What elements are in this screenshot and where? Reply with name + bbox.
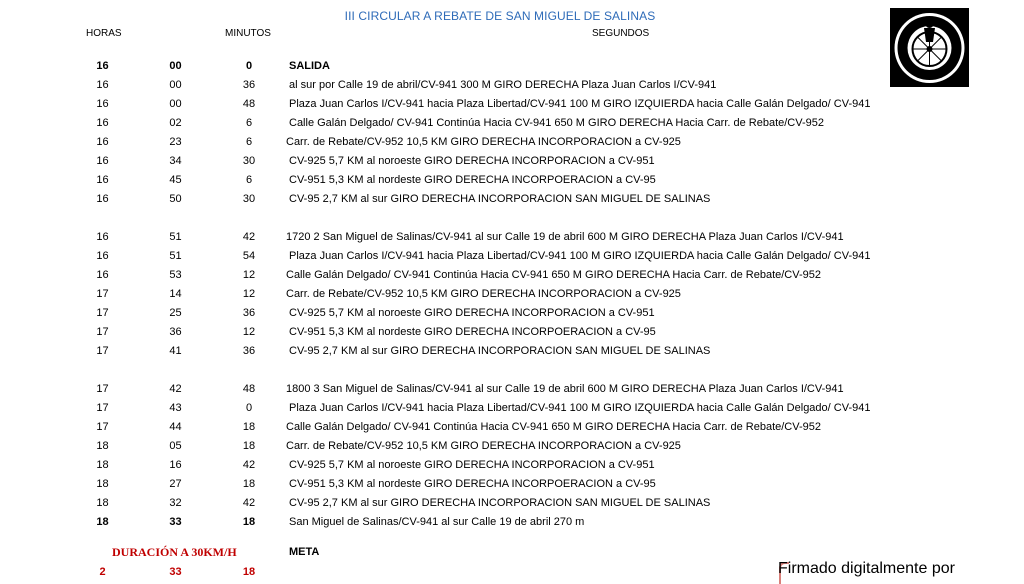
hours-cell: 16 [96, 79, 109, 91]
route-description: CV-951 5,3 KM al nordeste GIRO DERECHA INCORPOERACION a CV-95 [289, 478, 656, 490]
table-row [0, 247, 1024, 266]
hours-cell: 16 [96, 269, 109, 281]
hours-cell: 17 [96, 345, 109, 357]
route-description: CV-925 5,7 KM al noroeste GIRO DERECHA INCORPORACION a CV-951 [289, 459, 655, 471]
seconds-cell: 48 [242, 383, 256, 395]
table-row [0, 171, 1024, 190]
minutes-cell: 00 [169, 79, 182, 91]
minutes-cell: 34 [169, 155, 182, 167]
table-row [0, 95, 1024, 114]
minutes-cell: 50 [169, 193, 182, 205]
minutes-cell: 00 [169, 98, 182, 110]
table-row [0, 513, 1024, 532]
hours-cell: 16 [96, 250, 109, 262]
seconds-cell: 18 [242, 421, 256, 433]
table-row [0, 342, 1024, 361]
document-title: III CIRCULAR A REBATE DE SAN MIGUEL DE SALINAS [344, 9, 656, 23]
table-row [0, 114, 1024, 133]
hours-cell: 16 [96, 136, 109, 148]
table-row [0, 494, 1024, 513]
hours-cell: 18 [96, 516, 109, 528]
minutes-cell: 23 [169, 136, 182, 148]
seconds-cell: 30 [242, 155, 256, 167]
route-description: Plaza Juan Carlos I/CV-941 hacia Plaza Libertad/CV-941 100 M GIRO IZQUIERDA hacia Calle Galán Delgado/ CV-941 [289, 98, 871, 110]
hours-cell: 18 [96, 497, 109, 509]
minutes-cell: 51 [169, 250, 182, 262]
minutes-cell: 42 [169, 383, 182, 395]
seconds-cell: 0 [245, 60, 253, 72]
seconds-cell: 12 [242, 288, 256, 300]
table-row [0, 418, 1024, 437]
table-row [0, 437, 1024, 456]
route-description: Calle Galán Delgado/ CV-941 Continúa Hacia CV-941 650 M GIRO DERECHA Hacia Carr. de Rebate/CV-952 [289, 117, 824, 129]
route-description: CV-95 2,7 KM al sur GIRO DERECHA INCORPORACION SAN MIGUEL DE SALINAS [289, 193, 711, 205]
hours-cell: 16 [96, 231, 109, 243]
route-description: 1800 3 San Miguel de Salinas/CV-941 al sur Calle 19 de abril 600 M GIRO DERECHA Plaza Juan Carlos I/CV-941 [286, 383, 844, 395]
seconds-cell: 6 [245, 136, 253, 148]
minutes-cell: 27 [169, 478, 182, 490]
hours-cell: 16 [96, 60, 109, 72]
hours-cell: 17 [96, 288, 109, 300]
route-description: CV-925 5,7 KM al noroeste GIRO DERECHA INCORPORACION a CV-951 [289, 155, 655, 167]
hours-cell: 16 [96, 193, 109, 205]
table-row [0, 323, 1024, 342]
minutes-cell: 25 [169, 307, 182, 319]
seconds-cell: 18 [242, 516, 256, 528]
route-description: CV-951 5,3 KM al nordeste GIRO DERECHA INCORPOERACION a CV-95 [289, 326, 656, 338]
minutes-cell: 14 [169, 288, 182, 300]
route-description: CV-95 2,7 KM al sur GIRO DERECHA INCORPORACION SAN MIGUEL DE SALINAS [289, 497, 711, 509]
seconds-cell: 6 [245, 117, 253, 129]
minutes-cell: 00 [169, 60, 182, 72]
hours-cell: 16 [96, 117, 109, 129]
hours-cell: 17 [96, 402, 109, 414]
seconds-cell: 18 [242, 440, 256, 452]
minutes-cell: 02 [169, 117, 182, 129]
minutes-cell: 32 [169, 497, 182, 509]
hours-cell: 17 [96, 421, 109, 433]
seconds-cell: 30 [242, 193, 256, 205]
route-description: Calle Galán Delgado/ CV-941 Continúa Hacia CV-941 650 M GIRO DERECHA Hacia Carr. de Rebate/CV-952 [286, 269, 821, 281]
hours-cell: 17 [96, 326, 109, 338]
route-description: Carr. de Rebate/CV-952 10,5 KM GIRO DERECHA INCORPORACION a CV-925 [286, 440, 681, 452]
table-row [0, 304, 1024, 323]
minutes-cell: 45 [169, 174, 182, 186]
minutes-cell: 33 [169, 516, 182, 528]
header-minutos: MINUTOS [225, 28, 271, 39]
seconds-cell: 42 [242, 459, 256, 471]
hours-cell: 18 [96, 440, 109, 452]
minutes-cell: 41 [169, 345, 182, 357]
route-description: SALIDA [289, 60, 330, 72]
minutes-cell: 16 [169, 459, 182, 471]
seconds-cell: 42 [242, 231, 256, 243]
minutes-cell: 36 [169, 326, 182, 338]
header-horas: HORAS [86, 28, 122, 39]
table-row [0, 133, 1024, 152]
route-description: CV-951 5,3 KM al nordeste GIRO DERECHA INCORPOERACION a CV-95 [289, 174, 656, 186]
digital-signature-text: Firmado digitalmente por [778, 560, 955, 577]
table-row [0, 228, 1024, 247]
table-row [0, 152, 1024, 171]
hours-cell: 17 [96, 383, 109, 395]
route-description: Carr. de Rebate/CV-952 10,5 KM GIRO DERECHA INCORPORACION a CV-925 [286, 136, 681, 148]
table-row [0, 399, 1024, 418]
route-description: Plaza Juan Carlos I/CV-941 hacia Plaza Libertad/CV-941 100 M GIRO IZQUIERDA hacia Calle Galán Delgado/ CV-941 [289, 250, 871, 262]
minutes-cell: 53 [169, 269, 182, 281]
total-minutes: 33 [169, 566, 182, 578]
hours-cell: 18 [96, 478, 109, 490]
table-row [0, 57, 1024, 76]
seconds-cell: 36 [242, 307, 256, 319]
table-row [0, 380, 1024, 399]
minutes-cell: 43 [169, 402, 182, 414]
hours-cell: 18 [96, 459, 109, 471]
route-description: Plaza Juan Carlos I/CV-941 hacia Plaza Libertad/CV-941 100 M GIRO IZQUIERDA hacia Calle Galán Delgado/ CV-941 [289, 402, 871, 414]
hours-cell: 17 [96, 307, 109, 319]
hours-cell: 16 [96, 98, 109, 110]
seconds-cell: 54 [242, 250, 256, 262]
table-row [0, 190, 1024, 209]
route-description: CV-925 5,7 KM al noroeste GIRO DERECHA INCORPORACION a CV-951 [289, 307, 655, 319]
hours-cell: 16 [96, 155, 109, 167]
seconds-cell: 42 [242, 497, 256, 509]
minutes-cell: 51 [169, 231, 182, 243]
seconds-cell: 6 [245, 174, 253, 186]
hours-cell: 16 [96, 174, 109, 186]
seconds-cell: 48 [242, 98, 256, 110]
total-seconds: 18 [242, 566, 256, 578]
duration-label: DURACIÓN A 30KM/H [112, 545, 237, 559]
seconds-cell: 12 [242, 269, 256, 281]
table-row [0, 266, 1024, 285]
table-row [0, 285, 1024, 304]
table-row [0, 76, 1024, 95]
route-description: al sur por Calle 19 de abril/CV-941 300 M GIRO DERECHA Plaza Juan Carlos I/CV-941 [289, 79, 717, 91]
total-hours: 2 [99, 566, 106, 578]
route-description: 1720 2 San Miguel de Salinas/CV-941 al sur Calle 19 de abril 600 M GIRO DERECHA Plaza Juan Carlos I/CV-941 [286, 231, 844, 243]
route-description: CV-95 2,7 KM al sur GIRO DERECHA INCORPORACION SAN MIGUEL DE SALINAS [289, 345, 711, 357]
minutes-cell: 44 [169, 421, 182, 433]
header-segundos: SEGUNDOS [592, 28, 650, 39]
seconds-cell: 18 [242, 478, 256, 490]
route-description: San Miguel de Salinas/CV-941 al sur Calle 19 de abril 270 m [289, 516, 585, 528]
meta-label: META [289, 546, 320, 558]
club-logo [890, 8, 969, 87]
seconds-cell: 36 [242, 345, 256, 357]
seconds-cell: 36 [242, 79, 256, 91]
table-row [0, 475, 1024, 494]
minutes-cell: 05 [169, 440, 182, 452]
route-description: Calle Galán Delgado/ CV-941 Continúa Hacia CV-941 650 M GIRO DERECHA Hacia Carr. de Rebate/CV-952 [286, 421, 821, 433]
table-row [0, 456, 1024, 475]
seconds-cell: 12 [242, 326, 256, 338]
seconds-cell: 0 [245, 402, 253, 414]
cyclist-wheel-logo-icon [890, 8, 969, 87]
route-description: Carr. de Rebate/CV-952 10,5 KM GIRO DERECHA INCORPORACION a CV-925 [286, 288, 681, 300]
